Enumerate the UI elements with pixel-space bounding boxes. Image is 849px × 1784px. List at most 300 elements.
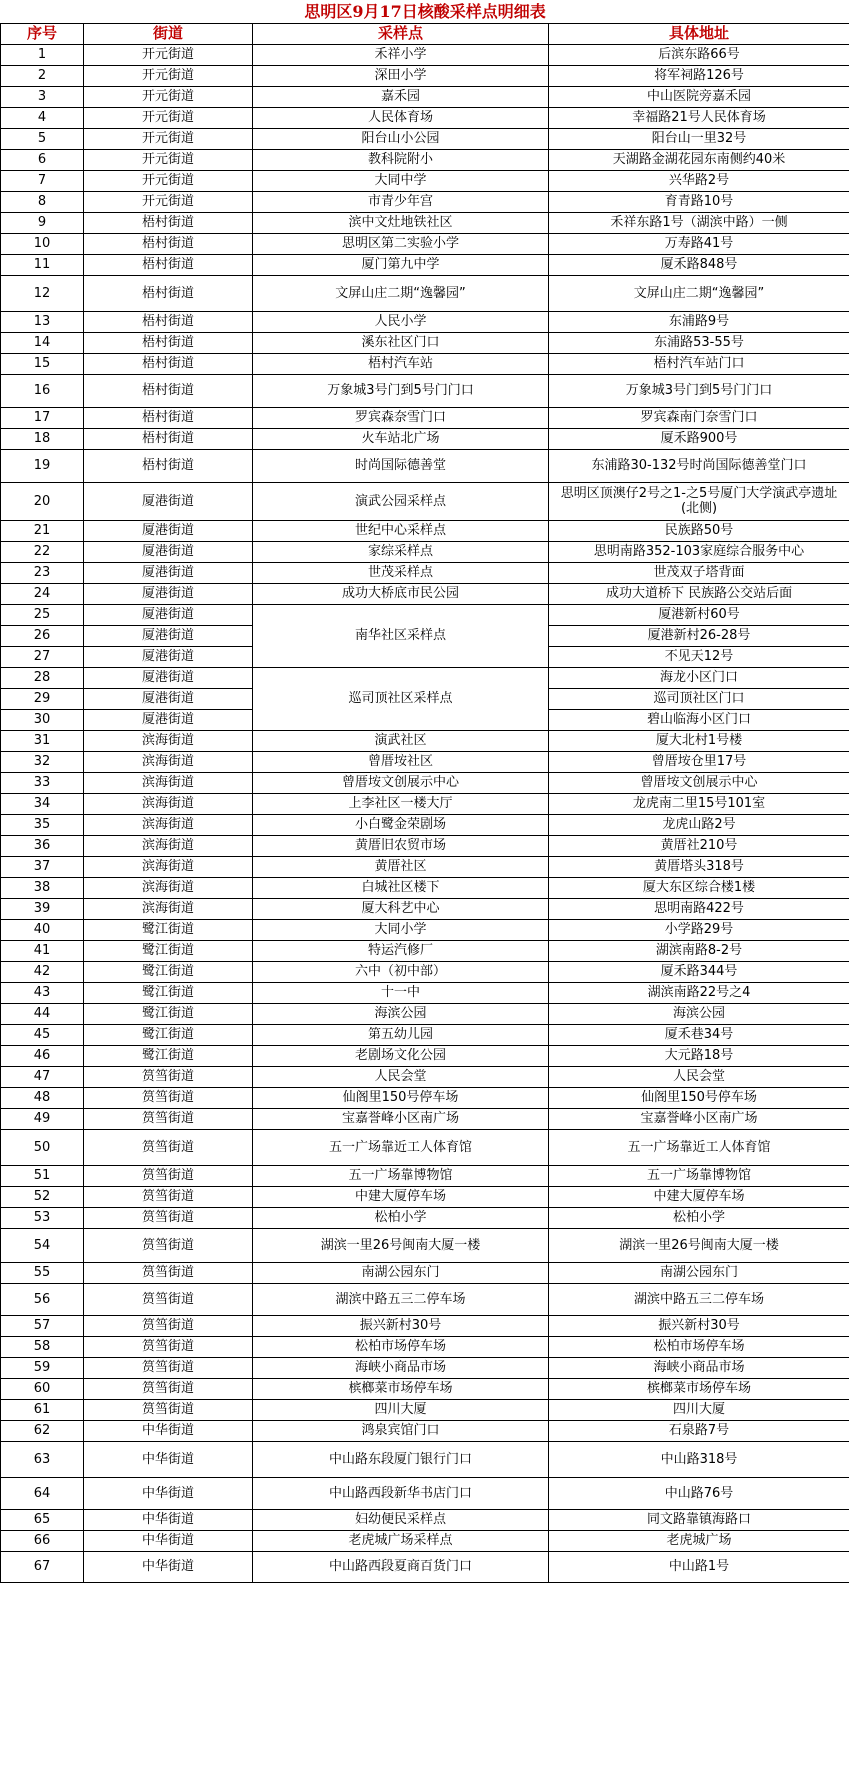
site-cell: 人民会堂	[253, 1066, 549, 1087]
address-cell: 东浦路30-132号时尚国际德善堂门口	[549, 449, 849, 482]
street-cell: 筼筜街道	[84, 1399, 253, 1420]
table-row	[1, 44, 849, 65]
table-row	[1, 1087, 849, 1108]
address-cell: 曾厝垵仓里17号	[549, 751, 849, 772]
street-cell: 厦港街道	[84, 646, 253, 667]
row-number-cell: 2	[1, 65, 84, 86]
address-cell: 厦大东区综合楼1楼	[549, 877, 849, 898]
row-number-cell: 6	[1, 149, 84, 170]
street-cell: 开元街道	[84, 86, 253, 107]
street-cell: 鹭江街道	[84, 1024, 253, 1045]
street-cell: 滨海街道	[84, 730, 253, 751]
site-cell: 深田小学	[253, 65, 549, 86]
table-row	[1, 332, 849, 353]
row-number-cell: 17	[1, 407, 84, 428]
table-row	[1, 1165, 849, 1186]
address-cell: 黄厝社210号	[549, 835, 849, 856]
row-number-cell: 52	[1, 1186, 84, 1207]
address-cell: 石泉路7号	[549, 1420, 849, 1441]
table-row	[1, 233, 849, 254]
table-row	[1, 1066, 849, 1087]
address-cell: 碧山临海小区门口	[549, 709, 849, 730]
site-cell: 市青少年宫	[253, 191, 549, 212]
row-number-cell: 48	[1, 1087, 84, 1108]
row-number-cell: 67	[1, 1551, 84, 1582]
site-cell: 成功大桥底市民公园	[253, 583, 549, 604]
address-cell: 同文路靠镇海路口	[549, 1509, 849, 1530]
site-cell: 演武公园采样点	[253, 482, 549, 520]
street-cell: 厦港街道	[84, 520, 253, 541]
address-cell: 厦禾路344号	[549, 961, 849, 982]
row-number-cell: 5	[1, 128, 84, 149]
header-address: 具体地址	[549, 23, 849, 44]
table-row	[1, 191, 849, 212]
site-cell: 五一广场靠近工人体育馆	[253, 1129, 549, 1165]
site-cell: 大同小学	[253, 919, 549, 940]
street-cell: 梧村街道	[84, 332, 253, 353]
table-row	[1, 170, 849, 191]
address-cell: 万象城3号门到5号门门口	[549, 374, 849, 407]
street-cell: 筼筜街道	[84, 1129, 253, 1165]
street-cell: 中华街道	[84, 1441, 253, 1477]
address-cell: 五一广场靠博物馆	[549, 1165, 849, 1186]
table-row	[1, 1315, 849, 1336]
street-cell: 筼筜街道	[84, 1108, 253, 1129]
site-cell: 教科院附小	[253, 149, 549, 170]
site-cell: 人民小学	[253, 311, 549, 332]
table-row	[1, 793, 849, 814]
site-cell: 罗宾森奈雪门口	[253, 407, 549, 428]
row-number-cell: 1	[1, 44, 84, 65]
site-cell: 小白鹭金荣剧场	[253, 814, 549, 835]
table-row	[1, 428, 849, 449]
row-number-cell: 22	[1, 541, 84, 562]
address-cell: 龙虎山路2号	[549, 814, 849, 835]
table-row	[1, 1262, 849, 1283]
street-cell: 筼筜街道	[84, 1283, 253, 1315]
table-row	[1, 149, 849, 170]
street-cell: 梧村街道	[84, 254, 253, 275]
table-body	[1, 44, 849, 1582]
table-row	[1, 877, 849, 898]
street-cell: 梧村街道	[84, 275, 253, 311]
table-row	[1, 482, 849, 520]
address-cell: 大元路18号	[549, 1045, 849, 1066]
table-row	[1, 449, 849, 482]
site-cell: 宝嘉誉峰小区南广场	[253, 1108, 549, 1129]
row-number-cell: 41	[1, 940, 84, 961]
row-number-cell: 10	[1, 233, 84, 254]
address-cell: 中山路318号	[549, 1441, 849, 1477]
header-street: 街道	[84, 23, 253, 44]
row-number-cell: 47	[1, 1066, 84, 1087]
address-cell: 中山路1号	[549, 1551, 849, 1582]
address-cell: 小学路29号	[549, 919, 849, 940]
site-cell: 黄厝社区	[253, 856, 549, 877]
street-cell: 滨海街道	[84, 898, 253, 919]
address-cell: 思明南路422号	[549, 898, 849, 919]
street-cell: 梧村街道	[84, 449, 253, 482]
row-number-cell: 45	[1, 1024, 84, 1045]
table-row	[1, 1186, 849, 1207]
address-cell: 万寿路41号	[549, 233, 849, 254]
address-cell: 厦大北村1号楼	[549, 730, 849, 751]
site-cell: 特运汽修厂	[253, 940, 549, 961]
row-number-cell: 36	[1, 835, 84, 856]
site-cell: 中山路西段新华书店门口	[253, 1477, 549, 1509]
address-cell: 厦禾路900号	[549, 428, 849, 449]
site-cell: 中山路东段厦门银行门口	[253, 1441, 549, 1477]
address-cell: 仙阁里150号停车场	[549, 1087, 849, 1108]
street-cell: 中华街道	[84, 1477, 253, 1509]
site-cell: 世纪中心采样点	[253, 520, 549, 541]
address-cell: 中建大厦停车场	[549, 1186, 849, 1207]
address-cell: 松柏小学	[549, 1207, 849, 1228]
street-cell: 筼筜街道	[84, 1207, 253, 1228]
address-cell: 幸福路21号人民体育场	[549, 107, 849, 128]
table-row	[1, 1357, 849, 1378]
row-number-cell: 12	[1, 275, 84, 311]
row-number-cell: 31	[1, 730, 84, 751]
street-cell: 筼筜街道	[84, 1087, 253, 1108]
row-number-cell: 26	[1, 625, 84, 646]
table-row	[1, 212, 849, 233]
row-number-cell: 9	[1, 212, 84, 233]
site-cell: 人民体育场	[253, 107, 549, 128]
table-row	[1, 898, 849, 919]
street-cell: 开元街道	[84, 44, 253, 65]
table-row	[1, 814, 849, 835]
street-cell: 中华街道	[84, 1551, 253, 1582]
row-number-cell: 11	[1, 254, 84, 275]
address-cell: 阳台山一里32号	[549, 128, 849, 149]
address-cell: 育青路10号	[549, 191, 849, 212]
row-number-cell: 23	[1, 562, 84, 583]
site-cell: 湖滨中路五三二停车场	[253, 1283, 549, 1315]
table-row	[1, 1045, 849, 1066]
row-number-cell: 24	[1, 583, 84, 604]
address-cell: 思明南路352-103家庭综合服务中心	[549, 541, 849, 562]
row-number-cell: 39	[1, 898, 84, 919]
site-cell: 曾厝垵文创展示中心	[253, 772, 549, 793]
address-cell: 厦禾巷34号	[549, 1024, 849, 1045]
site-cell: 时尚国际德善堂	[253, 449, 549, 482]
address-cell: 梧村汽车站门口	[549, 353, 849, 374]
row-number-cell: 49	[1, 1108, 84, 1129]
row-number-cell: 18	[1, 428, 84, 449]
street-cell: 鹭江街道	[84, 961, 253, 982]
table-row	[1, 407, 849, 428]
address-cell: 兴华路2号	[549, 170, 849, 191]
row-number-cell: 65	[1, 1509, 84, 1530]
table-row	[1, 1336, 849, 1357]
site-cell: 厦大科艺中心	[253, 898, 549, 919]
site-cell: 仙阁里150号停车场	[253, 1087, 549, 1108]
table-row	[1, 1207, 849, 1228]
row-number-cell: 38	[1, 877, 84, 898]
site-cell: 万象城3号门到5号门门口	[253, 374, 549, 407]
street-cell: 梧村街道	[84, 353, 253, 374]
table-row	[1, 1108, 849, 1129]
street-cell: 滨海街道	[84, 772, 253, 793]
row-number-cell: 4	[1, 107, 84, 128]
table-row	[1, 1551, 849, 1582]
site-cell: 火车站北广场	[253, 428, 549, 449]
street-cell: 厦港街道	[84, 667, 253, 688]
site-cell: 思明区第二实验小学	[253, 233, 549, 254]
site-cell: 十一中	[253, 982, 549, 1003]
street-cell: 梧村街道	[84, 428, 253, 449]
address-cell: 中山路76号	[549, 1477, 849, 1509]
street-cell: 筼筜街道	[84, 1186, 253, 1207]
site-cell: 禾祥小学	[253, 44, 549, 65]
address-cell: 海滨公园	[549, 1003, 849, 1024]
row-number-cell: 13	[1, 311, 84, 332]
site-cell: 海滨公园	[253, 1003, 549, 1024]
site-cell: 四川大厦	[253, 1399, 549, 1420]
street-cell: 筼筜街道	[84, 1378, 253, 1399]
address-cell: 海峡小商品市场	[549, 1357, 849, 1378]
table-row	[1, 772, 849, 793]
address-cell: 禾祥东路1号（湖滨中路）一侧	[549, 212, 849, 233]
table-row	[1, 311, 849, 332]
row-number-cell: 44	[1, 1003, 84, 1024]
row-number-cell: 42	[1, 961, 84, 982]
sheet-title: 思明区9月17日核酸采样点明细表	[1, 0, 849, 23]
street-cell: 开元街道	[84, 149, 253, 170]
row-number-cell: 35	[1, 814, 84, 835]
street-cell: 鹭江街道	[84, 919, 253, 940]
table-row	[1, 1441, 849, 1477]
table-row	[1, 583, 849, 604]
address-cell: 将军祠路126号	[549, 65, 849, 86]
row-number-cell: 51	[1, 1165, 84, 1186]
table-row	[1, 1003, 849, 1024]
address-cell: 巡司顶社区门口	[549, 688, 849, 709]
row-number-cell: 46	[1, 1045, 84, 1066]
row-number-cell: 15	[1, 353, 84, 374]
address-cell: 海龙小区门口	[549, 667, 849, 688]
street-cell: 开元街道	[84, 65, 253, 86]
header-site: 采样点	[253, 23, 549, 44]
address-cell: 思明区顶澳仔2号之1-之5号厦门大学演武亭遗址(北侧)	[549, 482, 849, 520]
table-row	[1, 520, 849, 541]
street-cell: 滨海街道	[84, 793, 253, 814]
row-number-cell: 43	[1, 982, 84, 1003]
row-number-cell: 33	[1, 772, 84, 793]
site-cell: 中山路西段夏商百货门口	[253, 1551, 549, 1582]
address-cell: 民族路50号	[549, 520, 849, 541]
site-cell: 鸿泉宾馆门口	[253, 1420, 549, 1441]
row-number-cell: 37	[1, 856, 84, 877]
table-row	[1, 856, 849, 877]
street-cell: 滨海街道	[84, 814, 253, 835]
row-number-cell: 16	[1, 374, 84, 407]
site-cell: 梧村汽车站	[253, 353, 549, 374]
street-cell: 鹭江街道	[84, 1045, 253, 1066]
table-row	[1, 940, 849, 961]
address-cell: 四川大厦	[549, 1399, 849, 1420]
address-cell: 五一广场靠近工人体育馆	[549, 1129, 849, 1165]
row-number-cell: 21	[1, 520, 84, 541]
street-cell: 中华街道	[84, 1509, 253, 1530]
table-row	[1, 65, 849, 86]
site-cell: 湖滨一里26号闽南大厦一楼	[253, 1228, 549, 1262]
address-cell: 宝嘉誉峰小区南广场	[549, 1108, 849, 1129]
site-cell: 家综采样点	[253, 541, 549, 562]
address-cell: 人民会堂	[549, 1066, 849, 1087]
street-cell: 厦港街道	[84, 625, 253, 646]
site-cell: 老虎城广场采样点	[253, 1530, 549, 1551]
street-cell: 开元街道	[84, 128, 253, 149]
address-cell: 文屏山庄二期“逸馨园”	[549, 275, 849, 311]
table-row	[1, 1399, 849, 1420]
street-cell: 开元街道	[84, 107, 253, 128]
address-cell: 槟榔菜市场停车场	[549, 1378, 849, 1399]
street-cell: 梧村街道	[84, 374, 253, 407]
row-number-cell: 56	[1, 1283, 84, 1315]
address-cell: 振兴新村30号	[549, 1315, 849, 1336]
site-cell: 老剧场文化公园	[253, 1045, 549, 1066]
row-number-cell: 14	[1, 332, 84, 353]
site-cell: 厦门第九中学	[253, 254, 549, 275]
address-cell: 龙虎南二里15号101室	[549, 793, 849, 814]
street-cell: 筼筜街道	[84, 1228, 253, 1262]
address-cell: 曾厝垵文创展示中心	[549, 772, 849, 793]
site-cell: 溪东社区门口	[253, 332, 549, 353]
table-row	[1, 254, 849, 275]
street-cell: 梧村街道	[84, 407, 253, 428]
address-cell: 成功大道桥下 民族路公交站后面	[549, 583, 849, 604]
row-number-cell: 61	[1, 1399, 84, 1420]
row-number-cell: 34	[1, 793, 84, 814]
table-row	[1, 353, 849, 374]
address-cell: 老虎城广场	[549, 1530, 849, 1551]
header-no: 序号	[1, 23, 84, 44]
address-cell: 湖滨中路五三二停车场	[549, 1283, 849, 1315]
row-number-cell: 53	[1, 1207, 84, 1228]
street-cell: 滨海街道	[84, 751, 253, 772]
site-cell: 六中（初中部）	[253, 961, 549, 982]
address-cell: 天湖路金湖花园东南侧约40米	[549, 149, 849, 170]
street-cell: 筼筜街道	[84, 1357, 253, 1378]
address-cell: 黄厝塔头318号	[549, 856, 849, 877]
row-number-cell: 57	[1, 1315, 84, 1336]
table-row	[1, 374, 849, 407]
site-cell: 滨中文灶地铁社区	[253, 212, 549, 233]
street-cell: 厦港街道	[84, 604, 253, 625]
address-cell: 世茂双子塔背面	[549, 562, 849, 583]
street-cell: 鹭江街道	[84, 940, 253, 961]
table-row	[1, 86, 849, 107]
row-number-cell: 7	[1, 170, 84, 191]
row-number-cell: 62	[1, 1420, 84, 1441]
street-cell: 梧村街道	[84, 212, 253, 233]
site-cell: 大同中学	[253, 170, 549, 191]
site-cell: 南湖公园东门	[253, 1262, 549, 1283]
table-row	[1, 604, 849, 625]
site-cell: 曾厝垵社区	[253, 751, 549, 772]
row-number-cell: 55	[1, 1262, 84, 1283]
table-row	[1, 1283, 849, 1315]
address-cell: 南湖公园东门	[549, 1262, 849, 1283]
table-row	[1, 730, 849, 751]
street-cell: 梧村街道	[84, 311, 253, 332]
site-cell: 世茂采样点	[253, 562, 549, 583]
row-number-cell: 58	[1, 1336, 84, 1357]
street-cell: 厦港街道	[84, 688, 253, 709]
table-row	[1, 1228, 849, 1262]
address-cell: 厦港新村26-28号	[549, 625, 849, 646]
site-cell: 松柏市场停车场	[253, 1336, 549, 1357]
address-cell: 湖滨一里26号闽南大厦一楼	[549, 1228, 849, 1262]
row-number-cell: 60	[1, 1378, 84, 1399]
site-cell: 松柏小学	[253, 1207, 549, 1228]
site-cell: 南华社区采样点	[253, 604, 549, 667]
address-cell: 厦港新村60号	[549, 604, 849, 625]
address-cell: 后滨东路66号	[549, 44, 849, 65]
table-row	[1, 751, 849, 772]
site-cell: 演武社区	[253, 730, 549, 751]
table-row	[1, 128, 849, 149]
street-cell: 筼筜街道	[84, 1262, 253, 1283]
site-cell: 中建大厦停车场	[253, 1186, 549, 1207]
street-cell: 滨海街道	[84, 835, 253, 856]
street-cell: 厦港街道	[84, 562, 253, 583]
address-cell: 湖滨南路22号之4	[549, 982, 849, 1003]
street-cell: 梧村街道	[84, 233, 253, 254]
street-cell: 厦港街道	[84, 482, 253, 520]
site-cell: 上李社区一楼大厅	[253, 793, 549, 814]
row-number-cell: 40	[1, 919, 84, 940]
address-cell: 不见天12号	[549, 646, 849, 667]
street-cell: 筼筜街道	[84, 1315, 253, 1336]
street-cell: 鹭江街道	[84, 1003, 253, 1024]
street-cell: 开元街道	[84, 170, 253, 191]
site-cell: 嘉禾园	[253, 86, 549, 107]
street-cell: 厦港街道	[84, 709, 253, 730]
table-row	[1, 1378, 849, 1399]
street-cell: 滨海街道	[84, 877, 253, 898]
address-cell: 厦禾路848号	[549, 254, 849, 275]
row-number-cell: 66	[1, 1530, 84, 1551]
street-cell: 厦港街道	[84, 541, 253, 562]
street-cell: 开元街道	[84, 191, 253, 212]
table-row	[1, 919, 849, 940]
table-row	[1, 275, 849, 311]
street-cell: 中华街道	[84, 1530, 253, 1551]
row-number-cell: 32	[1, 751, 84, 772]
site-cell: 巡司顶社区采样点	[253, 667, 549, 730]
row-number-cell: 30	[1, 709, 84, 730]
row-number-cell: 64	[1, 1477, 84, 1509]
site-cell: 妇幼便民采样点	[253, 1509, 549, 1530]
street-cell: 厦港街道	[84, 583, 253, 604]
table-row	[1, 1477, 849, 1509]
address-cell: 罗宾森南门奈雪门口	[549, 407, 849, 428]
street-cell: 筼筜街道	[84, 1336, 253, 1357]
row-number-cell: 63	[1, 1441, 84, 1477]
street-cell: 滨海街道	[84, 856, 253, 877]
table-row	[1, 1420, 849, 1441]
address-cell: 东浦路9号	[549, 311, 849, 332]
row-number-cell: 27	[1, 646, 84, 667]
row-number-cell: 50	[1, 1129, 84, 1165]
table-row	[1, 1530, 849, 1551]
table-row	[1, 835, 849, 856]
site-cell: 五一广场靠博物馆	[253, 1165, 549, 1186]
row-number-cell: 59	[1, 1357, 84, 1378]
